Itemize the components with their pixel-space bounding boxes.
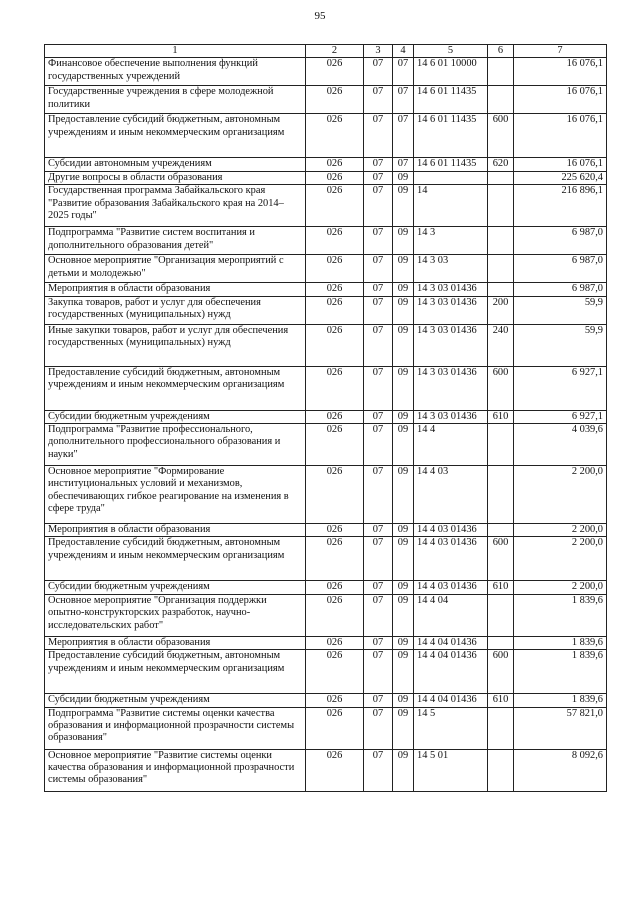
row-ved: 026: [306, 466, 364, 524]
row-ved: 026: [306, 366, 364, 410]
row-amount: 8 092,6: [514, 749, 607, 791]
table-row: [45, 537, 607, 581]
header-col-3: 3: [364, 45, 393, 58]
row-amount: 1 839,6: [514, 636, 607, 649]
row-name: Государственные учреждения в сфере молодежной политики: [45, 86, 306, 114]
row-section: 07: [364, 749, 393, 791]
row-section: 07: [364, 466, 393, 524]
row-subsection: 09: [393, 707, 414, 749]
row-ved: 026: [306, 58, 364, 86]
row-section: 07: [364, 594, 393, 636]
row-section: 07: [364, 296, 393, 324]
row-expense-type: 600: [488, 114, 514, 158]
row-section: 07: [364, 86, 393, 114]
row-expense-type: [488, 594, 514, 636]
row-section: 07: [364, 185, 393, 227]
row-amount: 2 200,0: [514, 581, 607, 594]
row-amount: 16 076,1: [514, 86, 607, 114]
row-ved: 026: [306, 324, 364, 366]
row-target-article: 14 4 03 01436: [414, 524, 488, 537]
table-row: [45, 58, 607, 86]
header-row: [45, 45, 607, 58]
row-subsection: 09: [393, 424, 414, 466]
row-target-article: 14 5: [414, 707, 488, 749]
row-expense-type: [488, 255, 514, 283]
row-ved: 026: [306, 694, 364, 707]
row-ved: 026: [306, 594, 364, 636]
row-amount: 1 839,6: [514, 694, 607, 707]
table-row: [45, 524, 607, 537]
row-expense-type: 610: [488, 694, 514, 707]
row-ved: 026: [306, 581, 364, 594]
row-expense-type: [488, 636, 514, 649]
table-row: [45, 410, 607, 423]
row-ved: 026: [306, 283, 364, 296]
row-name: Основное мероприятие "Организация поддержки опытно-конструкторских разработок, научно-исследовательских работ": [45, 594, 306, 636]
row-name: Мероприятия в области образования: [45, 636, 306, 649]
row-expense-type: 600: [488, 366, 514, 410]
row-expense-type: [488, 171, 514, 184]
table-row: [45, 650, 607, 694]
table-row: [45, 749, 607, 791]
row-amount: 59,9: [514, 324, 607, 366]
row-subsection: 09: [393, 537, 414, 581]
row-target-article: 14 3 03 01436: [414, 324, 488, 366]
row-section: 07: [364, 524, 393, 537]
row-name: Иные закупки товаров, работ и услуг для обеспечения государственных (муниципальных) нужд: [45, 324, 306, 366]
row-expense-type: 600: [488, 650, 514, 694]
row-expense-type: [488, 466, 514, 524]
header-col-1: 1: [45, 45, 306, 58]
row-target-article: 14 6 01 10000: [414, 58, 488, 86]
row-ved: 026: [306, 171, 364, 184]
row-target-article: 14 6 01 11435: [414, 158, 488, 171]
header-col-5: 5: [414, 45, 488, 58]
row-amount: 4 039,6: [514, 424, 607, 466]
table-row: [45, 636, 607, 649]
row-amount: 16 076,1: [514, 114, 607, 158]
row-amount: 1 839,6: [514, 594, 607, 636]
row-amount: 6 987,0: [514, 227, 607, 255]
table-row: [45, 707, 607, 749]
row-expense-type: [488, 185, 514, 227]
row-amount: 1 839,6: [514, 650, 607, 694]
row-amount: 57 821,0: [514, 707, 607, 749]
row-section: 07: [364, 636, 393, 649]
table-row: [45, 694, 607, 707]
row-ved: 026: [306, 255, 364, 283]
row-name: Подпрограмма "Развитие системы оценки качества образования и информационной прозрачности системы образования": [45, 707, 306, 749]
row-target-article: 14 3 03: [414, 255, 488, 283]
row-amount: 216 896,1: [514, 185, 607, 227]
table-row: [45, 255, 607, 283]
row-section: 07: [364, 283, 393, 296]
row-amount: 2 200,0: [514, 466, 607, 524]
row-subsection: 09: [393, 749, 414, 791]
row-section: 07: [364, 158, 393, 171]
row-subsection: 09: [393, 694, 414, 707]
row-target-article: 14 4 04: [414, 594, 488, 636]
row-name: Закупка товаров, работ и услуг для обеспечения государственных (муниципальных) нужд: [45, 296, 306, 324]
row-ved: 026: [306, 537, 364, 581]
row-expense-type: [488, 283, 514, 296]
row-amount: 6 987,0: [514, 283, 607, 296]
row-name: Финансовое обеспечение выполнения функций государственных учреждений: [45, 58, 306, 86]
row-section: 07: [364, 694, 393, 707]
row-amount: 6 987,0: [514, 255, 607, 283]
row-name: Основное мероприятие "Развитие системы оценки качества образования и информационной прозрачности системы образования": [45, 749, 306, 791]
row-expense-type: 610: [488, 581, 514, 594]
row-subsection: 09: [393, 650, 414, 694]
row-target-article: 14 4 03 01436: [414, 537, 488, 581]
row-amount: 2 200,0: [514, 537, 607, 581]
row-subsection: 07: [393, 158, 414, 171]
row-ved: 026: [306, 650, 364, 694]
row-section: 07: [364, 366, 393, 410]
row-target-article: 14 4 04 01436: [414, 636, 488, 649]
table-row: [45, 171, 607, 184]
row-amount: 6 927,1: [514, 410, 607, 423]
table-row: [45, 158, 607, 171]
row-expense-type: [488, 524, 514, 537]
row-target-article: 14 4 03: [414, 466, 488, 524]
row-target-article: 14 4 04 01436: [414, 694, 488, 707]
table-row: [45, 324, 607, 366]
table-row: [45, 296, 607, 324]
row-amount: 59,9: [514, 296, 607, 324]
row-target-article: 14 3 03 01436: [414, 296, 488, 324]
row-ved: 026: [306, 185, 364, 227]
row-subsection: 09: [393, 581, 414, 594]
row-ved: 026: [306, 114, 364, 158]
row-amount: 225 620,4: [514, 171, 607, 184]
row-amount: 16 076,1: [514, 58, 607, 86]
table-row: [45, 283, 607, 296]
row-name: Основное мероприятие "Организация мероприятий с детьми и молодежью": [45, 255, 306, 283]
row-section: 07: [364, 707, 393, 749]
row-expense-type: [488, 707, 514, 749]
row-target-article: 14 4 04 01436: [414, 650, 488, 694]
table-row: [45, 466, 607, 524]
row-subsection: 09: [393, 466, 414, 524]
table-row: [45, 366, 607, 410]
row-ved: 026: [306, 158, 364, 171]
row-target-article: 14 6 01 11435: [414, 86, 488, 114]
row-section: 07: [364, 424, 393, 466]
row-section: 07: [364, 227, 393, 255]
row-name: Подпрограмма "Развитие систем воспитания и дополнительного образования детей": [45, 227, 306, 255]
row-section: 07: [364, 255, 393, 283]
header-col-6: 6: [488, 45, 514, 58]
row-target-article: 14 3 03 01436: [414, 366, 488, 410]
row-target-article: 14 5 01: [414, 749, 488, 791]
row-subsection: 09: [393, 255, 414, 283]
row-expense-type: 600: [488, 537, 514, 581]
row-amount: 6 927,1: [514, 366, 607, 410]
row-name: Предоставление субсидий бюджетным, автономным учреждениям и иным некоммерческим организациям: [45, 114, 306, 158]
row-ved: 026: [306, 749, 364, 791]
row-name: Субсидии бюджетным учреждениям: [45, 410, 306, 423]
row-ved: 026: [306, 227, 364, 255]
row-subsection: 07: [393, 86, 414, 114]
table-row: [45, 86, 607, 114]
row-name: Предоставление субсидий бюджетным, автономным учреждениям и иным некоммерческим организациям: [45, 366, 306, 410]
row-target-article: 14 3 03 01436: [414, 410, 488, 423]
row-section: 07: [364, 324, 393, 366]
row-subsection: 09: [393, 171, 414, 184]
table-row: [45, 581, 607, 594]
row-name: Субсидии бюджетным учреждениям: [45, 694, 306, 707]
table-row: [45, 114, 607, 158]
row-section: 07: [364, 58, 393, 86]
row-name: Мероприятия в области образования: [45, 283, 306, 296]
row-expense-type: 240: [488, 324, 514, 366]
row-name: Подпрограмма "Развитие профессионального, дополнительного профессионального образования и науки": [45, 424, 306, 466]
row-name: Мероприятия в области образования: [45, 524, 306, 537]
header-col-7: 7: [514, 45, 607, 58]
row-name: Предоставление субсидий бюджетным, автономным учреждениям и иным некоммерческим организациям: [45, 650, 306, 694]
row-expense-type: [488, 227, 514, 255]
row-section: 07: [364, 581, 393, 594]
row-expense-type: [488, 424, 514, 466]
row-target-article: 14: [414, 185, 488, 227]
budget-table: [44, 44, 607, 792]
row-subsection: 07: [393, 114, 414, 158]
row-name: Государственная программа Забайкальского края "Развитие образования Забайкальского края на 2014–2025 годы": [45, 185, 306, 227]
table-row: [45, 424, 607, 466]
table-row: [45, 594, 607, 636]
row-expense-type: 610: [488, 410, 514, 423]
row-subsection: 09: [393, 366, 414, 410]
row-ved: 026: [306, 707, 364, 749]
row-target-article: 14 3: [414, 227, 488, 255]
row-subsection: 07: [393, 58, 414, 86]
row-amount: 2 200,0: [514, 524, 607, 537]
row-ved: 026: [306, 410, 364, 423]
table-row: [45, 227, 607, 255]
row-expense-type: 200: [488, 296, 514, 324]
header-col-2: 2: [306, 45, 364, 58]
row-ved: 026: [306, 636, 364, 649]
row-target-article: 14 4 03 01436: [414, 581, 488, 594]
row-subsection: 09: [393, 185, 414, 227]
row-target-article: 14 6 01 11435: [414, 114, 488, 158]
row-section: 07: [364, 171, 393, 184]
row-ved: 026: [306, 524, 364, 537]
row-subsection: 09: [393, 524, 414, 537]
row-target-article: [414, 171, 488, 184]
row-expense-type: 620: [488, 158, 514, 171]
row-subsection: 09: [393, 227, 414, 255]
row-expense-type: [488, 86, 514, 114]
row-name: Основное мероприятие "Формирование институциональных условий и механизмов, обеспечивающих гибкое реагирование на изменения в сфере труда": [45, 466, 306, 524]
row-section: 07: [364, 537, 393, 581]
row-section: 07: [364, 114, 393, 158]
row-subsection: 09: [393, 324, 414, 366]
row-name: Субсидии бюджетным учреждениям: [45, 581, 306, 594]
row-subsection: 09: [393, 636, 414, 649]
row-target-article: 14 3 03 01436: [414, 283, 488, 296]
row-name: Другие вопросы в области образования: [45, 171, 306, 184]
row-name: Предоставление субсидий бюджетным, автономным учреждениям и иным некоммерческим организациям: [45, 537, 306, 581]
row-subsection: 09: [393, 283, 414, 296]
row-expense-type: [488, 749, 514, 791]
row-subsection: 09: [393, 296, 414, 324]
row-section: 07: [364, 410, 393, 423]
row-subsection: 09: [393, 410, 414, 423]
header-col-4: 4: [393, 45, 414, 58]
row-amount: 16 076,1: [514, 158, 607, 171]
row-ved: 026: [306, 424, 364, 466]
row-name: Субсидии автономным учреждениям: [45, 158, 306, 171]
row-target-article: 14 4: [414, 424, 488, 466]
row-expense-type: [488, 58, 514, 86]
row-ved: 026: [306, 296, 364, 324]
table-row: [45, 185, 607, 227]
row-subsection: 09: [393, 594, 414, 636]
row-section: 07: [364, 650, 393, 694]
page-number: 95: [314, 10, 326, 22]
row-ved: 026: [306, 86, 364, 114]
